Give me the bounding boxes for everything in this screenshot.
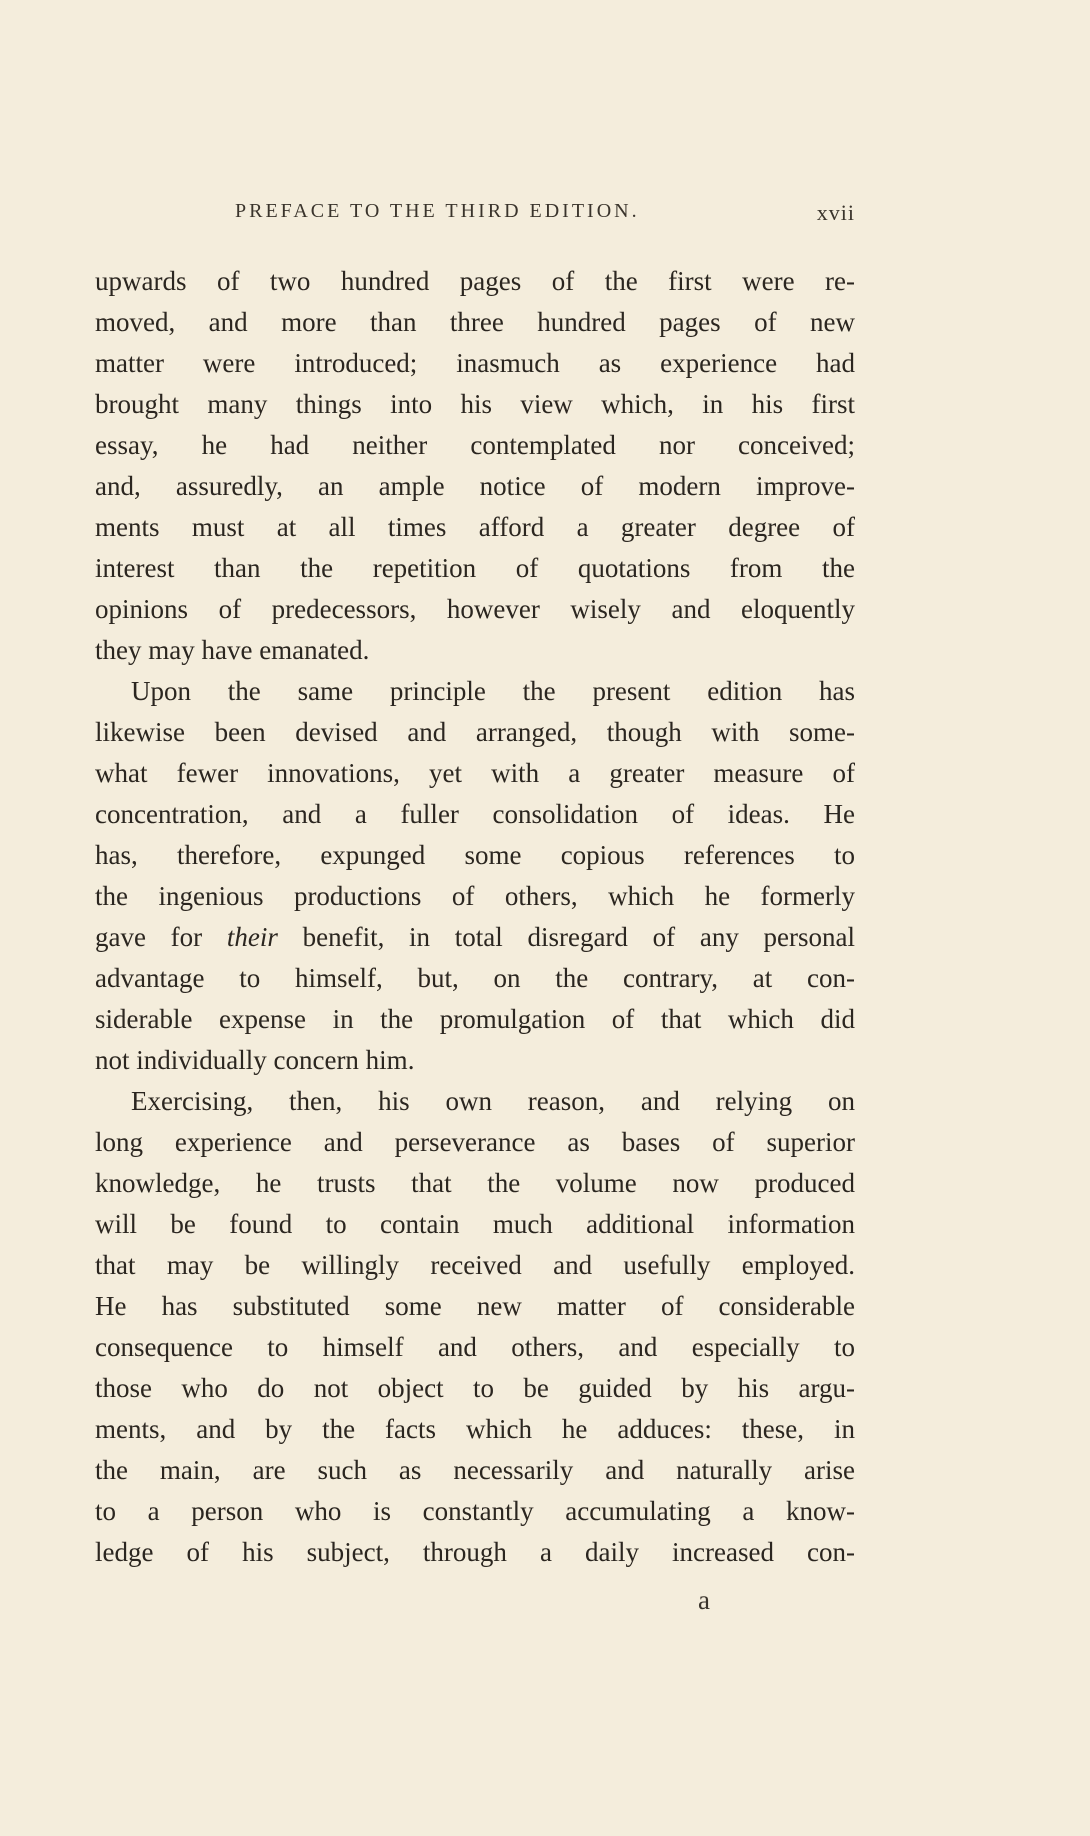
text-line: ledge of his subject, through a daily increased con- [95, 1537, 855, 1567]
text-line: opinions of predecessors, however wisely and eloquently [95, 594, 855, 624]
page-number: xvii [816, 200, 855, 225]
text-line: advantage to himself, but, on the contrary, at con- [95, 963, 855, 993]
text-line: Exercising, then, his own reason, and relying on [131, 1086, 855, 1116]
text-segment: gave for [95, 922, 203, 952]
text-line: upwards of two hundred pages of the first were re- [95, 266, 855, 296]
text-segment: benefit, in total disregard of any personal [302, 922, 856, 952]
text-line: the main, are such as necessarily and naturally arise [95, 1455, 855, 1485]
text-line: has, therefore, expunged some copious references to [95, 840, 855, 870]
text-line: that may be willingly received and usefully employed. [95, 1250, 855, 1280]
text-line: not individually concern him. [95, 1045, 415, 1075]
body-text [95, 261, 855, 1573]
text-line: ments must at all times afford a greater degree of [95, 512, 855, 542]
text-line: will be found to contain much additional information [95, 1209, 855, 1239]
text-line: He has substituted some new matter of considerable [95, 1291, 855, 1321]
text-line: moved, and more than three hundred pages of new [95, 307, 855, 337]
text-line: what fewer innovations, yet with a greater measure of [95, 758, 855, 788]
text-line: essay, he had neither contemplated nor conceived; [95, 430, 855, 460]
text-line: brought many things into his view which, in his first [95, 389, 855, 419]
text-line: to a person who is constantly accumulating a know- [95, 1496, 855, 1526]
running-header [95, 200, 855, 230]
text-line: they may have emanated. [95, 635, 370, 665]
text-line: siderable expense in the promulgation of that which did [95, 1004, 855, 1034]
text-line: interest than the repetition of quotations from the [95, 553, 855, 583]
text-line: matter were introduced; inasmuch as experience had [95, 348, 855, 378]
text-line-with-italic [95, 917, 855, 958]
text-line: the ingenious productions of others, which he formerly [95, 881, 855, 911]
text-line: Upon the same principle the present edition has [131, 676, 855, 706]
text-line: concentration, and a fuller consolidation of ideas. He [95, 799, 855, 829]
text-line: likewise been devised and arranged, though with some- [95, 717, 855, 747]
signature-mark: a [698, 1585, 710, 1615]
text-line: those who do not object to be guided by his argu- [95, 1373, 855, 1403]
text-line: knowledge, he trusts that the volume now produced [95, 1168, 855, 1198]
text-line: long experience and perseverance as bases of superior [95, 1127, 855, 1157]
text-line: and, assuredly, an ample notice of modern improve- [95, 471, 855, 501]
text-line: consequence to himself and others, and especially to [95, 1332, 855, 1362]
italic-word: their [226, 922, 278, 952]
text-line: ments, and by the facts which he adduces: these, in [95, 1414, 855, 1444]
running-title: PREFACE TO THE THIRD EDITION. [235, 200, 640, 222]
